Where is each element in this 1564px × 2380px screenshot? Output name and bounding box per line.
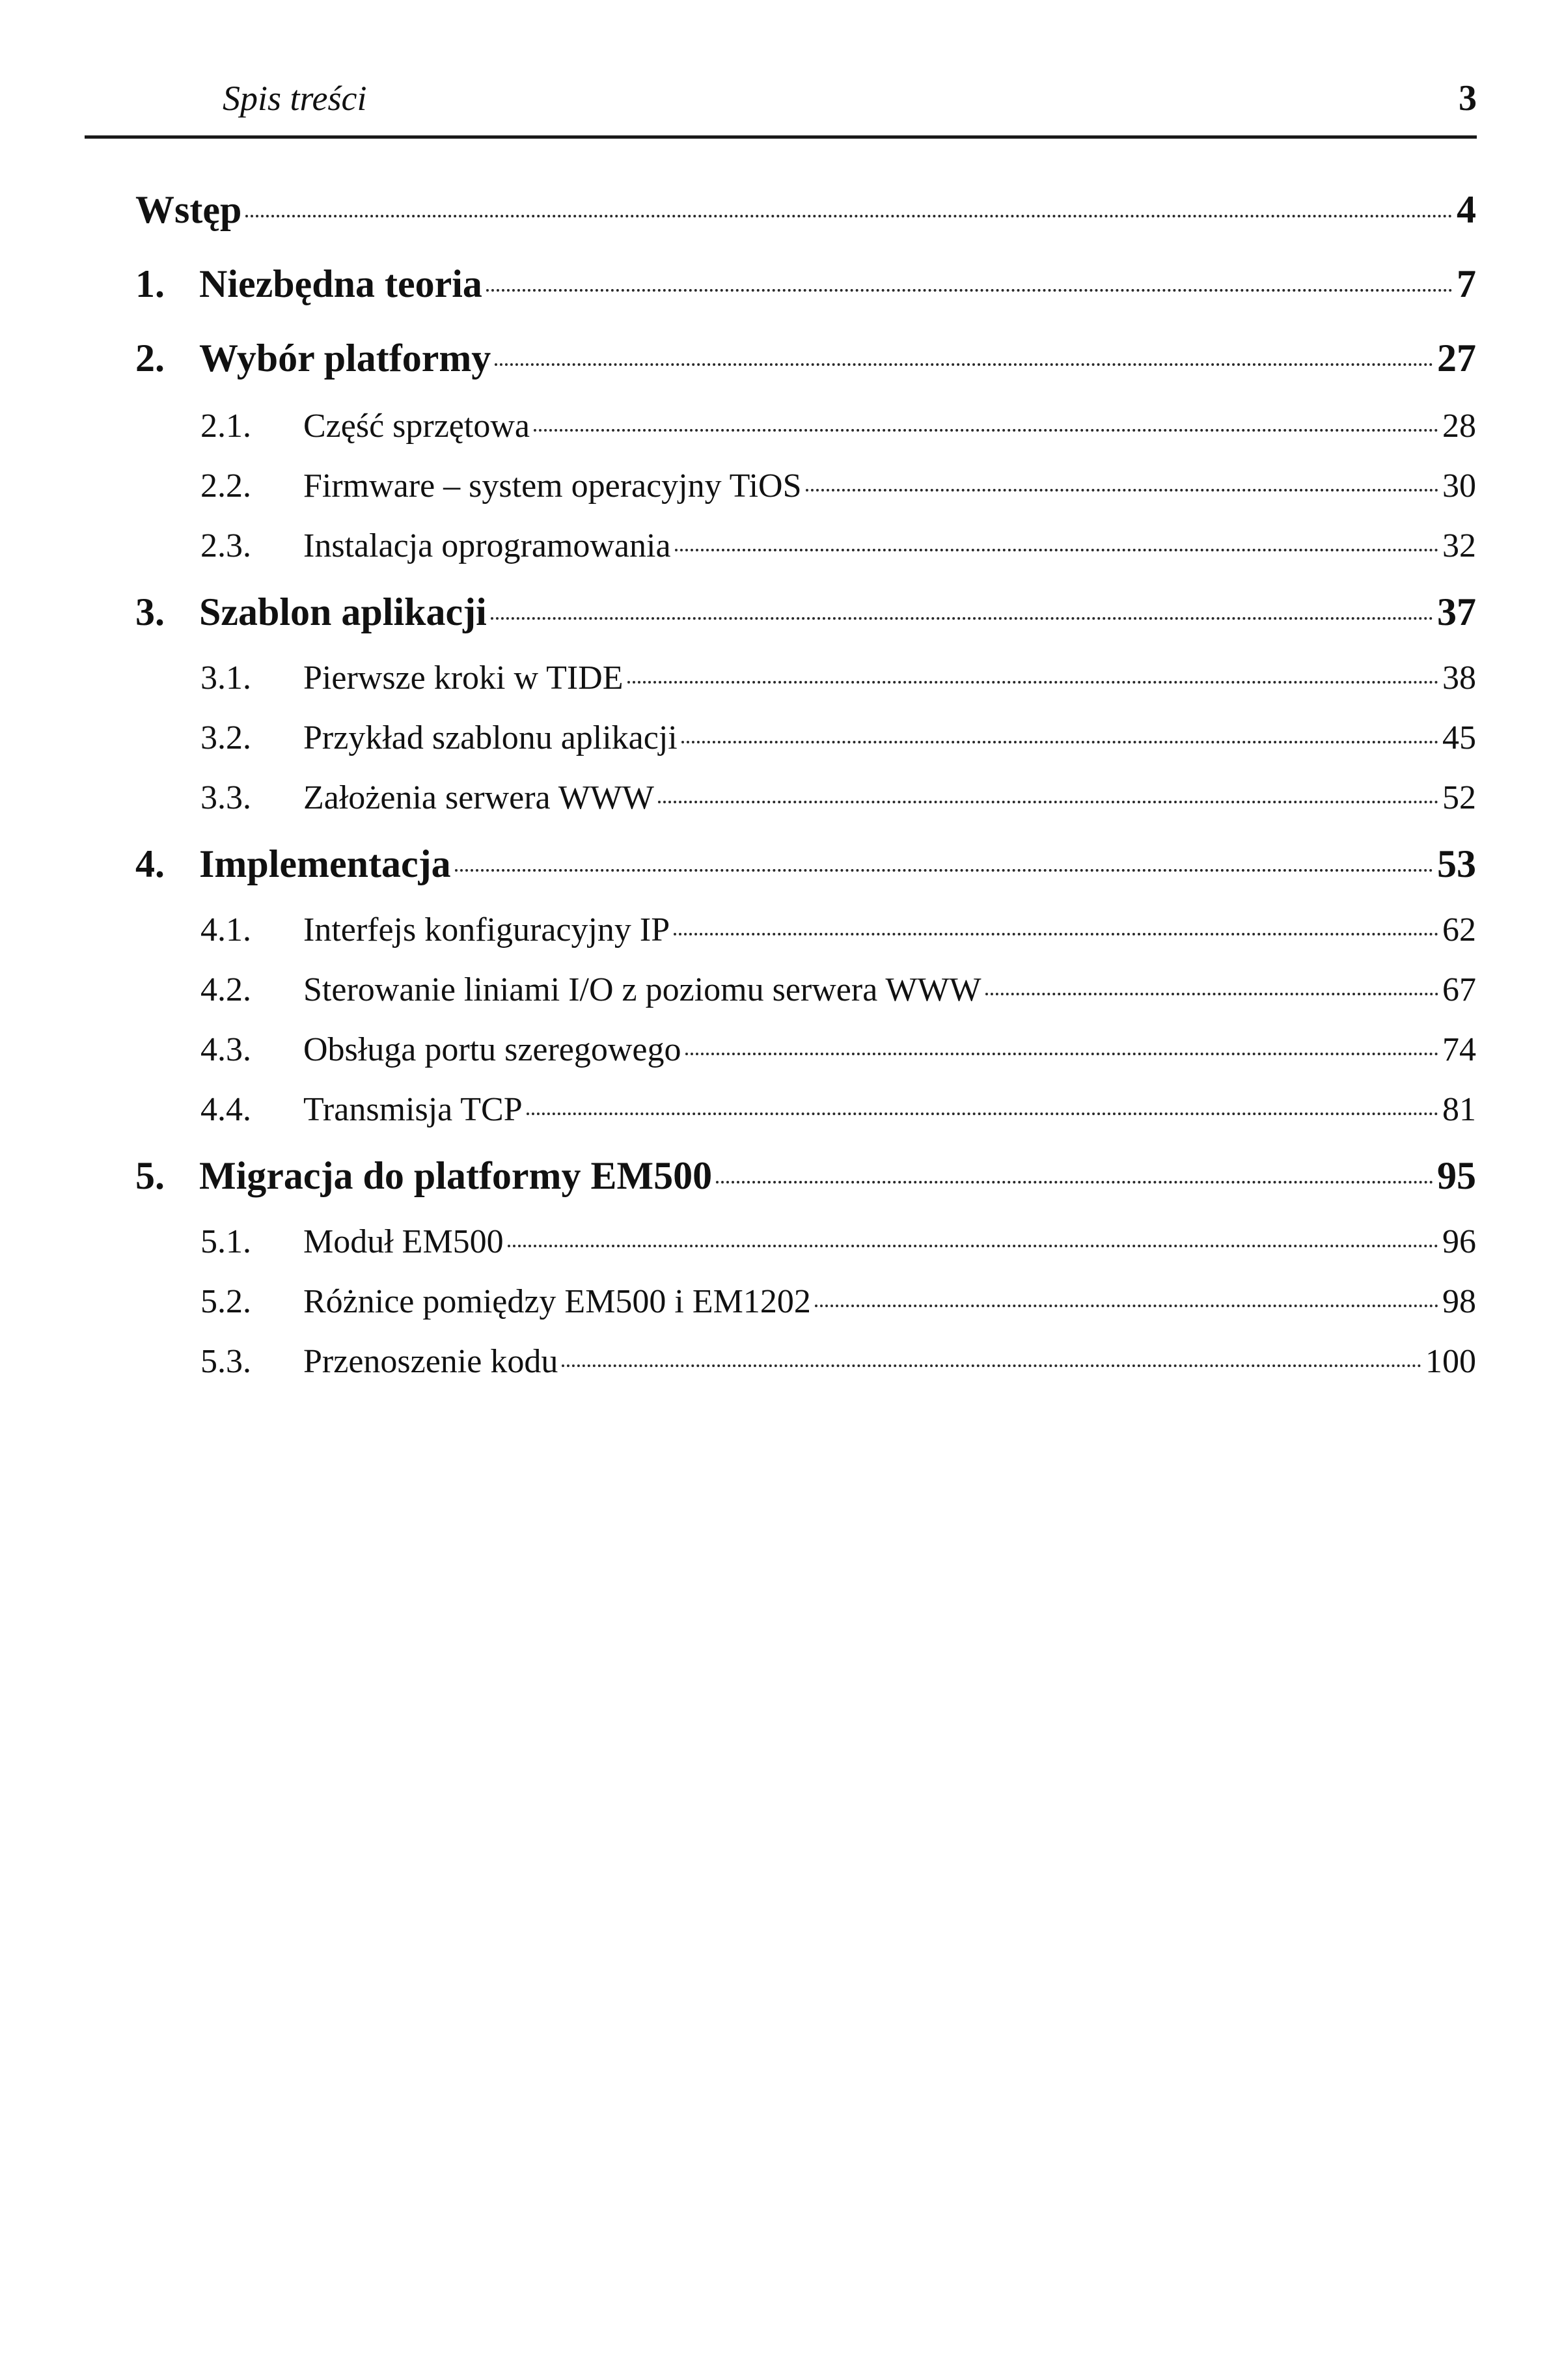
entry-number: 2. — [135, 337, 165, 380]
dot-leader — [627, 681, 1439, 684]
entry-page: 45 — [1442, 719, 1476, 756]
entry-number: 4.1. — [200, 911, 251, 948]
entry-title: Firmware – system operacyjny TiOS — [303, 467, 802, 505]
entry-page: 100 — [1425, 1343, 1476, 1380]
entry-title: Migracja do platformy EM500 — [199, 1154, 713, 1197]
entry-page: 38 — [1442, 659, 1476, 697]
entry-title: Wybór platformy — [199, 337, 491, 380]
toc-entry-section-2-2[interactable] — [135, 464, 1476, 509]
entry-title: Obsługa portu szeregowego — [303, 1031, 681, 1068]
entry-title: Różnice pomiędzy EM500 i EM1202 — [303, 1283, 811, 1320]
toc-entry-section-3-2[interactable] — [135, 715, 1476, 761]
entry-title: Przenoszenie kodu — [303, 1343, 558, 1380]
toc-entry-chapter-5[interactable] — [135, 1150, 1476, 1202]
entry-title: Interfejs konfiguracyjny IP — [303, 911, 670, 948]
toc-entry-section-2-1[interactable] — [135, 404, 1476, 449]
toc-entry-chapter-2[interactable] — [135, 332, 1476, 384]
entry-title: Niezbędna teoria — [199, 262, 482, 305]
toc-entry-section-4-3[interactable] — [135, 1027, 1476, 1073]
dot-leader — [685, 1053, 1438, 1055]
dot-leader — [562, 1364, 1421, 1367]
entry-page: 4 — [1457, 188, 1476, 231]
toc-entry-chapter-4[interactable] — [135, 838, 1476, 890]
entry-number: 5.3. — [200, 1343, 251, 1380]
dot-leader — [534, 429, 1438, 432]
entry-title: Pierwsze kroki w TIDE — [303, 659, 624, 697]
entry-title: Przykład szablonu aplikacji — [303, 719, 678, 756]
dot-leader — [674, 933, 1438, 935]
running-head-title: Spis treści — [223, 79, 367, 118]
dot-leader — [455, 869, 1433, 872]
entry-number: 3.1. — [200, 659, 251, 697]
toc-entry-section-5-1[interactable] — [135, 1219, 1476, 1265]
entry-title: Wstęp — [135, 188, 242, 231]
entry-page: 28 — [1442, 408, 1476, 445]
toc-entry-section-3-1[interactable] — [135, 656, 1476, 701]
entry-title: Moduł EM500 — [303, 1223, 504, 1260]
toc-entry-section-5-2[interactable] — [135, 1279, 1476, 1325]
entry-page: 62 — [1442, 911, 1476, 948]
entry-page: 32 — [1442, 527, 1476, 564]
toc-entry-chapter-1[interactable] — [135, 258, 1476, 310]
dot-leader — [508, 1245, 1438, 1247]
entry-number: 3.3. — [200, 779, 251, 816]
dot-leader — [491, 617, 1433, 620]
entry-number: 5.1. — [200, 1223, 251, 1260]
toc-entry-section-4-4[interactable] — [135, 1087, 1476, 1133]
entry-number: 4.4. — [200, 1091, 251, 1128]
entry-number: 4.2. — [200, 971, 251, 1008]
dot-leader — [486, 289, 1453, 292]
page-header — [85, 64, 1477, 139]
entry-title: Założenia serwera WWW — [303, 779, 654, 816]
entry-page: 81 — [1442, 1091, 1476, 1128]
entry-page: 96 — [1442, 1223, 1476, 1260]
dot-leader — [815, 1305, 1438, 1307]
dot-leader — [527, 1113, 1438, 1115]
entry-page: 37 — [1437, 590, 1476, 633]
entry-page: 98 — [1442, 1283, 1476, 1320]
entry-page: 30 — [1442, 467, 1476, 505]
entry-number: 3.2. — [200, 719, 251, 756]
entry-number: 2.2. — [200, 467, 251, 505]
dot-leader — [716, 1181, 1433, 1183]
entry-number: 2.3. — [200, 527, 251, 564]
dot-leader — [658, 801, 1438, 803]
entry-number: 4.3. — [200, 1031, 251, 1068]
toc-entry-section-2-3[interactable] — [135, 523, 1476, 569]
entry-number: 5. — [135, 1154, 165, 1197]
toc-entry-chapter-3[interactable] — [135, 586, 1476, 638]
entry-title: Część sprzętowa — [303, 408, 530, 445]
toc-entry-section-3-3[interactable] — [135, 775, 1476, 821]
entry-number: 4. — [135, 842, 165, 885]
dot-leader — [681, 741, 1438, 743]
dot-leader — [985, 993, 1438, 995]
entry-page: 7 — [1457, 262, 1476, 305]
page-number: 3 — [1459, 78, 1477, 118]
entry-title: Szablon aplikacji — [199, 590, 487, 633]
entry-page: 52 — [1442, 779, 1476, 816]
entry-number: 5.2. — [200, 1283, 251, 1320]
entry-page: 95 — [1437, 1154, 1476, 1197]
toc-entry-section-4-2[interactable] — [135, 967, 1476, 1013]
dot-leader — [675, 549, 1438, 551]
toc-entry-section-4-1[interactable] — [135, 907, 1476, 953]
entry-number: 2.1. — [200, 408, 251, 445]
entry-page: 74 — [1442, 1031, 1476, 1068]
dot-leader — [245, 215, 1453, 217]
entry-number: 1. — [135, 262, 165, 305]
entry-number: 3. — [135, 590, 165, 633]
dot-leader — [495, 363, 1433, 366]
toc-entry-wstep[interactable] — [135, 184, 1476, 236]
entry-title: Transmisja TCP — [303, 1091, 523, 1128]
entry-page: 67 — [1442, 971, 1476, 1008]
dot-leader — [806, 489, 1438, 491]
toc-entry-section-5-3[interactable] — [135, 1339, 1476, 1385]
entry-title: Sterowanie liniami I/O z poziomu serwera WWW — [303, 971, 981, 1008]
entry-page: 53 — [1437, 842, 1476, 885]
entry-title: Implementacja — [199, 842, 451, 885]
entry-title: Instalacja oprogramowania — [303, 527, 671, 564]
entry-page: 27 — [1437, 337, 1476, 380]
